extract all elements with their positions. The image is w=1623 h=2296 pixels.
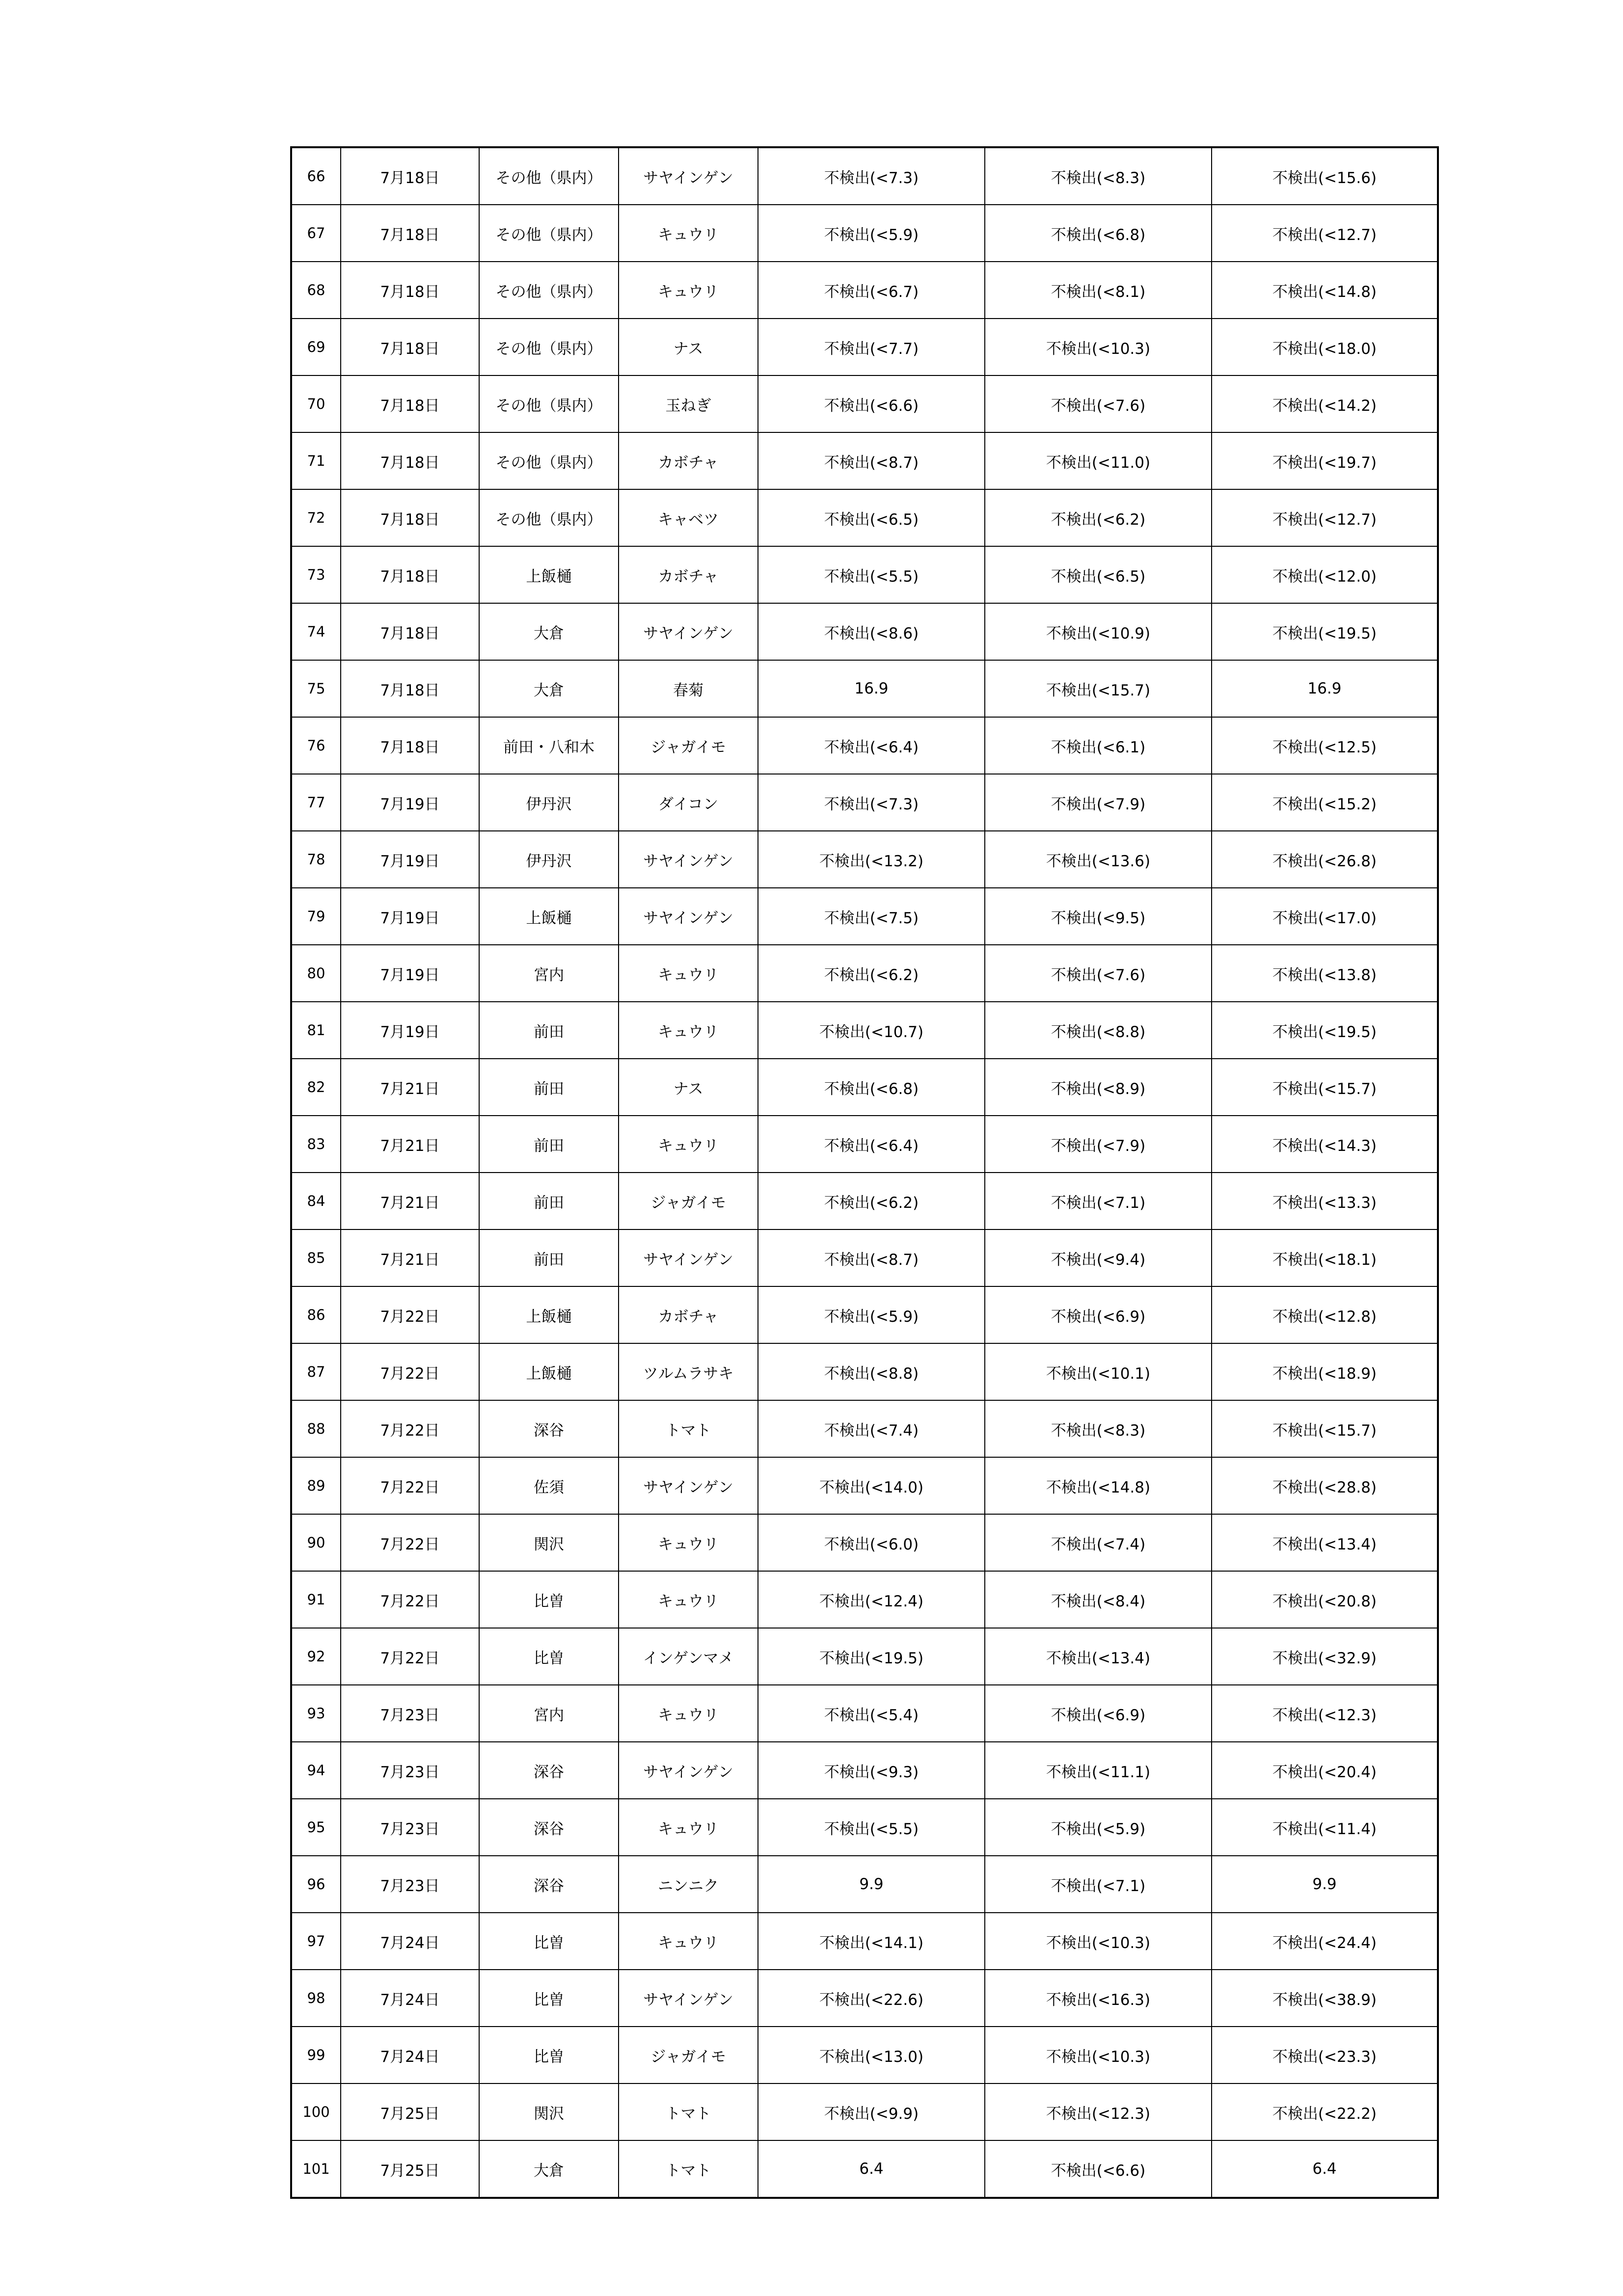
table-row bbox=[291, 1856, 1438, 1913]
total-cesium-cell: 不検出(<26.8) bbox=[1212, 831, 1438, 888]
table-row bbox=[291, 375, 1438, 432]
sample-number-cell: 75 bbox=[291, 660, 341, 717]
table-row bbox=[291, 831, 1438, 888]
total-cesium-cell: 不検出(<12.8) bbox=[1212, 1286, 1438, 1343]
item-cell: キュウリ bbox=[619, 1799, 758, 1856]
total-cesium-cell: 不検出(<12.7) bbox=[1212, 205, 1438, 262]
cs137-cell: 不検出(<6.2) bbox=[985, 489, 1212, 546]
item-cell: キュウリ bbox=[619, 1514, 758, 1571]
location-cell: 比曽 bbox=[479, 1970, 619, 2027]
date-cell: 7月24日 bbox=[341, 2027, 479, 2083]
item-cell: サヤインゲン bbox=[619, 147, 758, 205]
cs134-cell: 不検出(<6.2) bbox=[758, 1173, 985, 1229]
item-cell: キュウリ bbox=[619, 1116, 758, 1173]
sample-number-cell: 73 bbox=[291, 546, 341, 603]
cs137-cell: 不検出(<6.5) bbox=[985, 546, 1212, 603]
cs134-cell: 不検出(<6.7) bbox=[758, 262, 985, 319]
table-row bbox=[291, 660, 1438, 717]
location-cell: 深谷 bbox=[479, 1799, 619, 1856]
date-cell: 7月25日 bbox=[341, 2083, 479, 2140]
sample-number-cell: 70 bbox=[291, 375, 341, 432]
item-cell: サヤインゲン bbox=[619, 831, 758, 888]
table-row bbox=[291, 546, 1438, 603]
cs134-cell: 不検出(<5.9) bbox=[758, 205, 985, 262]
cs137-cell: 不検出(<10.3) bbox=[985, 319, 1212, 375]
total-cesium-cell: 不検出(<20.4) bbox=[1212, 1742, 1438, 1799]
sample-number-cell: 66 bbox=[291, 147, 341, 205]
total-cesium-cell: 不検出(<13.4) bbox=[1212, 1514, 1438, 1571]
table-row bbox=[291, 1457, 1438, 1514]
location-cell: 伊丹沢 bbox=[479, 831, 619, 888]
sample-number-cell: 84 bbox=[291, 1173, 341, 1229]
cs137-cell: 不検出(<12.3) bbox=[985, 2083, 1212, 2140]
table-row bbox=[291, 1799, 1438, 1856]
location-cell: 比曽 bbox=[479, 2027, 619, 2083]
date-cell: 7月19日 bbox=[341, 945, 479, 1002]
table-row bbox=[291, 319, 1438, 375]
date-cell: 7月22日 bbox=[341, 1514, 479, 1571]
cs137-cell: 不検出(<6.6) bbox=[985, 2140, 1212, 2198]
location-cell: 前田 bbox=[479, 1229, 619, 1286]
table-row bbox=[291, 1343, 1438, 1400]
sample-number-cell: 83 bbox=[291, 1116, 341, 1173]
item-cell: サヤインゲン bbox=[619, 603, 758, 660]
date-cell: 7月23日 bbox=[341, 1685, 479, 1742]
cs134-cell: 不検出(<8.7) bbox=[758, 1229, 985, 1286]
cs137-cell: 不検出(<10.3) bbox=[985, 2027, 1212, 2083]
location-cell: 深谷 bbox=[479, 1400, 619, 1457]
cs134-cell: 9.9 bbox=[758, 1856, 985, 1913]
item-cell: ジャガイモ bbox=[619, 1173, 758, 1229]
cs134-cell: 不検出(<14.0) bbox=[758, 1457, 985, 1514]
table-row bbox=[291, 262, 1438, 319]
item-cell: トマト bbox=[619, 2140, 758, 2198]
sample-number-cell: 71 bbox=[291, 432, 341, 489]
cs134-cell: 不検出(<6.6) bbox=[758, 375, 985, 432]
cs137-cell: 不検出(<13.4) bbox=[985, 1628, 1212, 1685]
sample-number-cell: 88 bbox=[291, 1400, 341, 1457]
item-cell: カボチャ bbox=[619, 546, 758, 603]
table-row bbox=[291, 888, 1438, 945]
date-cell: 7月21日 bbox=[341, 1116, 479, 1173]
cs134-cell: 不検出(<6.8) bbox=[758, 1059, 985, 1116]
cs134-cell: 不検出(<14.1) bbox=[758, 1913, 985, 1970]
sample-number-cell: 79 bbox=[291, 888, 341, 945]
cs137-cell: 不検出(<8.4) bbox=[985, 1571, 1212, 1628]
total-cesium-cell: 不検出(<20.8) bbox=[1212, 1571, 1438, 1628]
item-cell: トマト bbox=[619, 1400, 758, 1457]
total-cesium-cell: 不検出(<38.9) bbox=[1212, 1970, 1438, 2027]
total-cesium-cell: 不検出(<23.3) bbox=[1212, 2027, 1438, 2083]
total-cesium-cell: 不検出(<12.7) bbox=[1212, 489, 1438, 546]
sample-number-cell: 93 bbox=[291, 1685, 341, 1742]
cs137-cell: 不検出(<10.1) bbox=[985, 1343, 1212, 1400]
cs134-cell: 不検出(<10.7) bbox=[758, 1002, 985, 1059]
total-cesium-cell: 不検出(<12.3) bbox=[1212, 1685, 1438, 1742]
sample-number-cell: 76 bbox=[291, 717, 341, 774]
sample-number-cell: 91 bbox=[291, 1571, 341, 1628]
table-row bbox=[291, 1913, 1438, 1970]
date-cell: 7月23日 bbox=[341, 1856, 479, 1913]
date-cell: 7月18日 bbox=[341, 262, 479, 319]
cs134-cell: 不検出(<19.5) bbox=[758, 1628, 985, 1685]
item-cell: 春菊 bbox=[619, 660, 758, 717]
date-cell: 7月22日 bbox=[341, 1286, 479, 1343]
item-cell: ジャガイモ bbox=[619, 717, 758, 774]
total-cesium-cell: 不検出(<15.2) bbox=[1212, 774, 1438, 831]
item-cell: サヤインゲン bbox=[619, 1229, 758, 1286]
sample-number-cell: 72 bbox=[291, 489, 341, 546]
date-cell: 7月23日 bbox=[341, 1799, 479, 1856]
date-cell: 7月18日 bbox=[341, 432, 479, 489]
sample-number-cell: 85 bbox=[291, 1229, 341, 1286]
date-cell: 7月22日 bbox=[341, 1571, 479, 1628]
location-cell: 宮内 bbox=[479, 1685, 619, 1742]
sample-number-cell: 77 bbox=[291, 774, 341, 831]
cs134-cell: 不検出(<7.5) bbox=[758, 888, 985, 945]
location-cell: 佐須 bbox=[479, 1457, 619, 1514]
table-row bbox=[291, 1970, 1438, 2027]
location-cell: 大倉 bbox=[479, 603, 619, 660]
total-cesium-cell: 16.9 bbox=[1212, 660, 1438, 717]
total-cesium-cell: 不検出(<14.3) bbox=[1212, 1116, 1438, 1173]
results-table bbox=[290, 146, 1439, 2199]
location-cell: 上飯樋 bbox=[479, 1343, 619, 1400]
total-cesium-cell: 不検出(<14.2) bbox=[1212, 375, 1438, 432]
sample-number-cell: 87 bbox=[291, 1343, 341, 1400]
item-cell: サヤインゲン bbox=[619, 1970, 758, 2027]
total-cesium-cell: 不検出(<28.8) bbox=[1212, 1457, 1438, 1514]
cs137-cell: 不検出(<8.1) bbox=[985, 262, 1212, 319]
date-cell: 7月18日 bbox=[341, 205, 479, 262]
location-cell: 前田 bbox=[479, 1116, 619, 1173]
date-cell: 7月19日 bbox=[341, 1002, 479, 1059]
table-row bbox=[291, 1514, 1438, 1571]
sample-number-cell: 92 bbox=[291, 1628, 341, 1685]
item-cell: キュウリ bbox=[619, 205, 758, 262]
table-row bbox=[291, 147, 1438, 205]
location-cell: 関沢 bbox=[479, 1514, 619, 1571]
cs137-cell: 不検出(<8.3) bbox=[985, 1400, 1212, 1457]
date-cell: 7月25日 bbox=[341, 2140, 479, 2198]
cs134-cell: 不検出(<5.5) bbox=[758, 546, 985, 603]
cs134-cell: 不検出(<7.7) bbox=[758, 319, 985, 375]
date-cell: 7月22日 bbox=[341, 1400, 479, 1457]
cs134-cell: 不検出(<9.3) bbox=[758, 1742, 985, 1799]
location-cell: 上飯樋 bbox=[479, 546, 619, 603]
sample-number-cell: 74 bbox=[291, 603, 341, 660]
item-cell: キュウリ bbox=[619, 1002, 758, 1059]
location-cell: 宮内 bbox=[479, 945, 619, 1002]
cs137-cell: 不検出(<7.4) bbox=[985, 1514, 1212, 1571]
location-cell: 深谷 bbox=[479, 1856, 619, 1913]
location-cell: その他（県内） bbox=[479, 375, 619, 432]
total-cesium-cell: 6.4 bbox=[1212, 2140, 1438, 2198]
total-cesium-cell: 不検出(<19.5) bbox=[1212, 603, 1438, 660]
total-cesium-cell: 不検出(<14.8) bbox=[1212, 262, 1438, 319]
cs134-cell: 不検出(<9.9) bbox=[758, 2083, 985, 2140]
location-cell: その他（県内） bbox=[479, 205, 619, 262]
item-cell: カボチャ bbox=[619, 1286, 758, 1343]
total-cesium-cell: 9.9 bbox=[1212, 1856, 1438, 1913]
location-cell: 前田 bbox=[479, 1059, 619, 1116]
total-cesium-cell: 不検出(<18.0) bbox=[1212, 319, 1438, 375]
sample-number-cell: 95 bbox=[291, 1799, 341, 1856]
sample-number-cell: 96 bbox=[291, 1856, 341, 1913]
item-cell: キュウリ bbox=[619, 262, 758, 319]
total-cesium-cell: 不検出(<12.0) bbox=[1212, 546, 1438, 603]
table-row bbox=[291, 2027, 1438, 2083]
date-cell: 7月18日 bbox=[341, 546, 479, 603]
location-cell: 伊丹沢 bbox=[479, 774, 619, 831]
sample-number-cell: 81 bbox=[291, 1002, 341, 1059]
table-row bbox=[291, 1229, 1438, 1286]
cs137-cell: 不検出(<7.9) bbox=[985, 774, 1212, 831]
date-cell: 7月18日 bbox=[341, 375, 479, 432]
item-cell: ナス bbox=[619, 319, 758, 375]
sample-number-cell: 68 bbox=[291, 262, 341, 319]
location-cell: その他（県内） bbox=[479, 432, 619, 489]
date-cell: 7月19日 bbox=[341, 831, 479, 888]
sample-number-cell: 82 bbox=[291, 1059, 341, 1116]
location-cell: 大倉 bbox=[479, 2140, 619, 2198]
date-cell: 7月21日 bbox=[341, 1173, 479, 1229]
sample-number-cell: 78 bbox=[291, 831, 341, 888]
cs137-cell: 不検出(<5.9) bbox=[985, 1799, 1212, 1856]
cs137-cell: 不検出(<6.9) bbox=[985, 1286, 1212, 1343]
table-row bbox=[291, 1286, 1438, 1343]
cs137-cell: 不検出(<7.1) bbox=[985, 1856, 1212, 1913]
cs134-cell: 不検出(<7.3) bbox=[758, 774, 985, 831]
cs134-cell: 不検出(<5.5) bbox=[758, 1799, 985, 1856]
total-cesium-cell: 不検出(<15.6) bbox=[1212, 147, 1438, 205]
item-cell: キュウリ bbox=[619, 1913, 758, 1970]
cs134-cell: 不検出(<7.3) bbox=[758, 147, 985, 205]
cs137-cell: 不検出(<13.6) bbox=[985, 831, 1212, 888]
sample-number-cell: 101 bbox=[291, 2140, 341, 2198]
total-cesium-cell: 不検出(<17.0) bbox=[1212, 888, 1438, 945]
item-cell: ツルムラサキ bbox=[619, 1343, 758, 1400]
cs137-cell: 不検出(<16.3) bbox=[985, 1970, 1212, 2027]
location-cell: 深谷 bbox=[479, 1742, 619, 1799]
total-cesium-cell: 不検出(<18.9) bbox=[1212, 1343, 1438, 1400]
cs134-cell: 不検出(<12.4) bbox=[758, 1571, 985, 1628]
item-cell: サヤインゲン bbox=[619, 888, 758, 945]
cs137-cell: 不検出(<8.3) bbox=[985, 147, 1212, 205]
item-cell: サヤインゲン bbox=[619, 1457, 758, 1514]
total-cesium-cell: 不検出(<24.4) bbox=[1212, 1913, 1438, 1970]
date-cell: 7月21日 bbox=[341, 1229, 479, 1286]
cs134-cell: 不検出(<22.6) bbox=[758, 1970, 985, 2027]
table-row bbox=[291, 774, 1438, 831]
sample-number-cell: 69 bbox=[291, 319, 341, 375]
date-cell: 7月22日 bbox=[341, 1457, 479, 1514]
cs134-cell: 不検出(<8.7) bbox=[758, 432, 985, 489]
cs134-cell: 不検出(<13.2) bbox=[758, 831, 985, 888]
table-row bbox=[291, 1002, 1438, 1059]
cs137-cell: 不検出(<7.6) bbox=[985, 945, 1212, 1002]
item-cell: ニンニク bbox=[619, 1856, 758, 1913]
cs137-cell: 不検出(<6.1) bbox=[985, 717, 1212, 774]
item-cell: 玉ねぎ bbox=[619, 375, 758, 432]
item-cell: ナス bbox=[619, 1059, 758, 1116]
location-cell: 前田 bbox=[479, 1173, 619, 1229]
cs134-cell: 不検出(<6.5) bbox=[758, 489, 985, 546]
cs134-cell: 不検出(<13.0) bbox=[758, 2027, 985, 2083]
cs137-cell: 不検出(<9.4) bbox=[985, 1229, 1212, 1286]
location-cell: 関沢 bbox=[479, 2083, 619, 2140]
total-cesium-cell: 不検出(<22.2) bbox=[1212, 2083, 1438, 2140]
location-cell: その他（県内） bbox=[479, 147, 619, 205]
item-cell: サヤインゲン bbox=[619, 1742, 758, 1799]
cs134-cell: 6.4 bbox=[758, 2140, 985, 2198]
location-cell: 大倉 bbox=[479, 660, 619, 717]
total-cesium-cell: 不検出(<19.5) bbox=[1212, 1002, 1438, 1059]
cs134-cell: 16.9 bbox=[758, 660, 985, 717]
cs137-cell: 不検出(<7.6) bbox=[985, 375, 1212, 432]
total-cesium-cell: 不検出(<19.7) bbox=[1212, 432, 1438, 489]
table-row bbox=[291, 432, 1438, 489]
location-cell: 比曽 bbox=[479, 1628, 619, 1685]
item-cell: トマト bbox=[619, 2083, 758, 2140]
cs134-cell: 不検出(<8.8) bbox=[758, 1343, 985, 1400]
sample-number-cell: 98 bbox=[291, 1970, 341, 2027]
table-row bbox=[291, 717, 1438, 774]
total-cesium-cell: 不検出(<13.3) bbox=[1212, 1173, 1438, 1229]
total-cesium-cell: 不検出(<15.7) bbox=[1212, 1059, 1438, 1116]
cs137-cell: 不検出(<14.8) bbox=[985, 1457, 1212, 1514]
item-cell: ジャガイモ bbox=[619, 2027, 758, 2083]
table-row bbox=[291, 205, 1438, 262]
cs134-cell: 不検出(<6.2) bbox=[758, 945, 985, 1002]
date-cell: 7月19日 bbox=[341, 774, 479, 831]
table-row bbox=[291, 945, 1438, 1002]
cs134-cell: 不検出(<5.4) bbox=[758, 1685, 985, 1742]
date-cell: 7月18日 bbox=[341, 147, 479, 205]
date-cell: 7月18日 bbox=[341, 489, 479, 546]
location-cell: 比曽 bbox=[479, 1913, 619, 1970]
cs134-cell: 不検出(<5.9) bbox=[758, 1286, 985, 1343]
sample-number-cell: 99 bbox=[291, 2027, 341, 2083]
cs137-cell: 不検出(<8.9) bbox=[985, 1059, 1212, 1116]
cs137-cell: 不検出(<11.0) bbox=[985, 432, 1212, 489]
table-row bbox=[291, 2140, 1438, 2198]
item-cell: キュウリ bbox=[619, 1571, 758, 1628]
total-cesium-cell: 不検出(<11.4) bbox=[1212, 1799, 1438, 1856]
item-cell: インゲンマメ bbox=[619, 1628, 758, 1685]
location-cell: 前田 bbox=[479, 1002, 619, 1059]
location-cell: 上飯樋 bbox=[479, 888, 619, 945]
cs137-cell: 不検出(<11.1) bbox=[985, 1742, 1212, 1799]
sample-number-cell: 97 bbox=[291, 1913, 341, 1970]
date-cell: 7月18日 bbox=[341, 717, 479, 774]
sample-number-cell: 90 bbox=[291, 1514, 341, 1571]
location-cell: その他（県内） bbox=[479, 319, 619, 375]
total-cesium-cell: 不検出(<13.8) bbox=[1212, 945, 1438, 1002]
item-cell: カボチャ bbox=[619, 432, 758, 489]
table-row bbox=[291, 1173, 1438, 1229]
item-cell: キュウリ bbox=[619, 1685, 758, 1742]
date-cell: 7月24日 bbox=[341, 1913, 479, 1970]
location-cell: 前田・八和木 bbox=[479, 717, 619, 774]
sample-number-cell: 89 bbox=[291, 1457, 341, 1514]
cs137-cell: 不検出(<10.3) bbox=[985, 1913, 1212, 1970]
table-row bbox=[291, 489, 1438, 546]
cs134-cell: 不検出(<8.6) bbox=[758, 603, 985, 660]
cs137-cell: 不検出(<7.1) bbox=[985, 1173, 1212, 1229]
item-cell: キャベツ bbox=[619, 489, 758, 546]
total-cesium-cell: 不検出(<18.1) bbox=[1212, 1229, 1438, 1286]
location-cell: 上飯樋 bbox=[479, 1286, 619, 1343]
cs134-cell: 不検出(<7.4) bbox=[758, 1400, 985, 1457]
sample-number-cell: 80 bbox=[291, 945, 341, 1002]
date-cell: 7月23日 bbox=[341, 1742, 479, 1799]
table-row bbox=[291, 1685, 1438, 1742]
cs137-cell: 不検出(<6.9) bbox=[985, 1685, 1212, 1742]
table-row bbox=[291, 1400, 1438, 1457]
cs137-cell: 不検出(<10.9) bbox=[985, 603, 1212, 660]
cs134-cell: 不検出(<6.4) bbox=[758, 717, 985, 774]
item-cell: ダイコン bbox=[619, 774, 758, 831]
date-cell: 7月24日 bbox=[341, 1970, 479, 2027]
location-cell: 比曽 bbox=[479, 1571, 619, 1628]
cs134-cell: 不検出(<6.4) bbox=[758, 1116, 985, 1173]
date-cell: 7月21日 bbox=[341, 1059, 479, 1116]
total-cesium-cell: 不検出(<32.9) bbox=[1212, 1628, 1438, 1685]
total-cesium-cell: 不検出(<12.5) bbox=[1212, 717, 1438, 774]
table-row bbox=[291, 1059, 1438, 1116]
table-row bbox=[291, 1116, 1438, 1173]
total-cesium-cell: 不検出(<15.7) bbox=[1212, 1400, 1438, 1457]
cs137-cell: 不検出(<6.8) bbox=[985, 205, 1212, 262]
table-row bbox=[291, 1571, 1438, 1628]
table-row bbox=[291, 2083, 1438, 2140]
date-cell: 7月22日 bbox=[341, 1343, 479, 1400]
cs137-cell: 不検出(<8.8) bbox=[985, 1002, 1212, 1059]
date-cell: 7月18日 bbox=[341, 603, 479, 660]
table-row bbox=[291, 1742, 1438, 1799]
cs134-cell: 不検出(<6.0) bbox=[758, 1514, 985, 1571]
sample-number-cell: 86 bbox=[291, 1286, 341, 1343]
date-cell: 7月22日 bbox=[341, 1628, 479, 1685]
item-cell: キュウリ bbox=[619, 945, 758, 1002]
date-cell: 7月18日 bbox=[341, 319, 479, 375]
cs137-cell: 不検出(<7.9) bbox=[985, 1116, 1212, 1173]
cs137-cell: 不検出(<9.5) bbox=[985, 888, 1212, 945]
results-table-body bbox=[291, 147, 1438, 2198]
date-cell: 7月18日 bbox=[341, 660, 479, 717]
location-cell: その他（県内） bbox=[479, 489, 619, 546]
sample-number-cell: 100 bbox=[291, 2083, 341, 2140]
date-cell: 7月19日 bbox=[341, 888, 479, 945]
sample-number-cell: 94 bbox=[291, 1742, 341, 1799]
cs137-cell: 不検出(<15.7) bbox=[985, 660, 1212, 717]
sample-number-cell: 67 bbox=[291, 205, 341, 262]
table-row bbox=[291, 603, 1438, 660]
table-row bbox=[291, 1628, 1438, 1685]
location-cell: その他（県内） bbox=[479, 262, 619, 319]
